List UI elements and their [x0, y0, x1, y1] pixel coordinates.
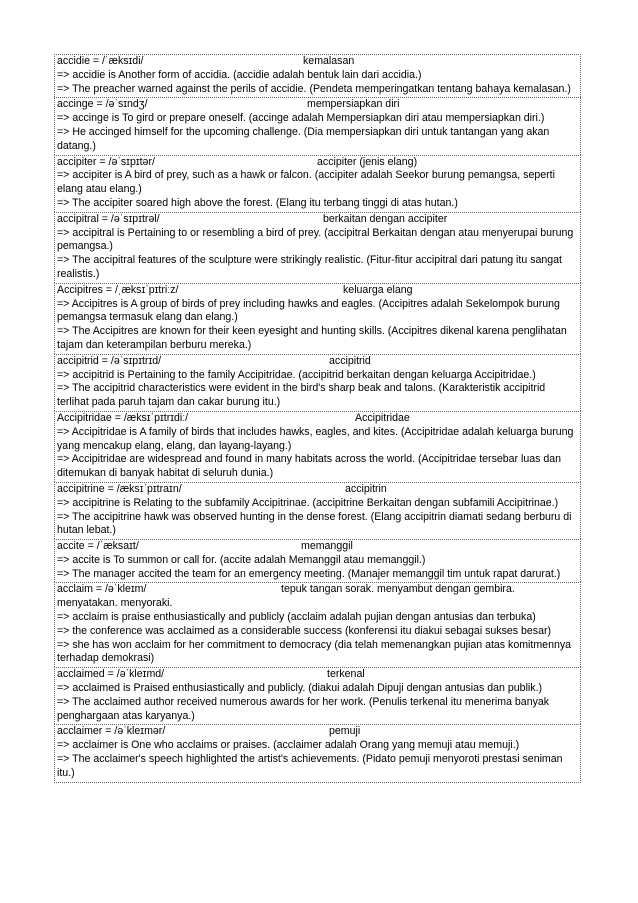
entry-example-line: => accipitrid is Pertaining to the family Accipitridae. (accipitrid berkaitan dengan keluarga Accipitridae.): [57, 368, 536, 381]
entry-headline: [57, 483, 578, 497]
entry-example-line: => accinge is To gird or prepare oneself. (accinge adalah Mempersiapkan diri atau mempersiapkan diri.): [57, 112, 545, 125]
dictionary-entry: [54, 539, 581, 582]
entry-example-line: => acclaimed is Praised enthusiastically and publicly. (diakui adalah Dipuji dengan antusias dan publik.): [57, 682, 543, 695]
entry-example-line: => acclaimer is One who acclaims or praises. (acclaimer adalah Orang yang memuji atau memuji.): [57, 739, 520, 752]
entry-headline: [57, 156, 578, 170]
entry-example-line: menyatakan. menyoraki.: [57, 597, 173, 610]
dictionary-entry: [54, 354, 581, 411]
entry-headline: [57, 725, 578, 739]
entry-example-line: => accipiter is A bird of prey, such as a hawk or falcon. (accipiter adalah Seekor burung pemangsa, seperti elang atau elang.): [57, 169, 555, 196]
entry-example-line: => she has won acclaim for her commitment to democracy (dia telah memenangkan pujian atas komitmennya terhadap demokrasi): [57, 638, 572, 665]
dictionary-entry: [54, 667, 581, 724]
entry-translation: kemalasan: [303, 55, 355, 67]
dictionary-entry: [54, 54, 581, 97]
entry-word-pronunciation: accipiter = /əˈsɪpɪtər/: [57, 155, 155, 168]
dictionary-entry: [54, 212, 581, 283]
entry-example-line: => He accinged himself for the upcoming challenge. (Dia mempersiapkan diri untuk tantangan yang akan datang.): [57, 125, 550, 152]
entry-word-pronunciation: acclaim = /əˈkleɪm/: [57, 583, 147, 596]
entry-example-line: => Accipitres is A group of birds of prey including hawks and eagles. (Accipitres adalah Sekelompok burung pemangsa termasuk elang dan elang.): [57, 297, 560, 324]
entry-example-line: => The Accipitres are known for their keen eyesight and hunting skills. (Accipitres dikenal karena penglihatan tajam dan keterampilan berburu mereka.): [57, 325, 567, 351]
entry-word-pronunciation: acclaimer = /əˈkleɪmər/: [57, 725, 166, 738]
entry-translation: tepuk tangan sorak. menyambut dengan gembira.: [281, 583, 515, 596]
dictionary-entry: [54, 155, 581, 212]
entry-translation: keluarga elang: [343, 283, 413, 296]
entry-example-line: => The accipitrine hawk was observed hunting in the dense forest. (Elang accipitrin diamati sedang berburu di hutan lebat.): [57, 510, 572, 537]
entry-translation: memanggil: [301, 540, 353, 553]
entry-headline: [57, 284, 578, 298]
entry-example-line: => the conference was acclaimed as a considerable success (konferensi itu diakui sebagai sukses besar): [57, 624, 552, 637]
entry-example-line: => The accipiter soared high above the forest. (Elang itu terbang tinggi di atas hutan.): [57, 196, 458, 209]
entry-word-pronunciation: accite = /ˈæksaɪt/: [57, 540, 139, 553]
entry-translation: accipitrid: [329, 354, 371, 367]
dictionary-entry: [54, 97, 581, 154]
entry-word-pronunciation: accidie = /ˈæksɪdi/: [57, 55, 144, 67]
entry-example-line: => accipitral is Pertaining to or resembling a bird of prey. (accipitral Berkaitan dengan atau menyerupai burung pemangsa.): [57, 226, 574, 253]
entry-example-line: => The accipitral features of the sculpture were strikingly realistic. (Fitur-fitur accipitral dari patung itu sangat realistis.): [57, 254, 562, 280]
entry-translation: Accipitridae: [355, 411, 410, 424]
entry-word-pronunciation: accinge = /əˈsɪndʒ/: [57, 98, 148, 111]
entry-translation: berkaitan dengan accipiter: [323, 212, 448, 225]
entry-example-line: => accite is To summon or call for. (accite adalah Memanggil atau memanggil.): [57, 553, 426, 566]
dictionary-entry: [54, 411, 581, 482]
entry-example-line: => The preacher warned against the perils of accidie. (Pendeta memperingatkan tentang bahaya kemalasan.): [57, 82, 571, 95]
entry-headline: [57, 355, 578, 369]
entry-translation: accipitrin: [345, 482, 387, 495]
entry-translation: mempersiapkan diri: [307, 98, 400, 111]
entry-word-pronunciation: acclaimed = /əˈkleɪmd/: [57, 668, 165, 681]
entry-headline: [57, 412, 578, 426]
dictionary-entry: [54, 724, 581, 782]
entry-headline: [57, 540, 578, 554]
entry-example-line: => The acclaimer's speech highlighted the artist's achievements. (Pidato pemuji menyoroti prestasi seniman itu.): [57, 753, 563, 779]
dictionary-entry: [54, 283, 581, 354]
entry-headline: [57, 213, 578, 227]
entry-example-line: => acclaim is praise enthusiastically and publicly (acclaim adalah pujian dengan antusias dan terbuka): [57, 611, 536, 624]
entry-word-pronunciation: Accipitridae = /æksɪˈpɪtrɪdiː/: [57, 411, 189, 424]
entry-headline: [57, 98, 578, 112]
entry-translation: accipiter (jenis elang): [317, 155, 418, 168]
entry-word-pronunciation: accipitral = /əˈsɪpɪtrəl/: [57, 212, 160, 225]
entry-example-line: => The acclaimed author received numerous awards for her work. (Penulis terkenal itu menerima banyak penghargaan atas karyanya.): [57, 695, 550, 722]
entry-headline: [57, 583, 578, 597]
entry-translation: terkenal: [327, 668, 365, 681]
entry-example-line: => The accipitrid characteristics were evident in the bird's sharp beak and talons. (Karakteristik accipitrid terlihat pada paruh tajam dan cakar burung itu.): [57, 382, 546, 409]
entry-headline: [57, 668, 578, 682]
entry-word-pronunciation: accipitrid = /əˈsɪpɪtrɪd/: [57, 354, 162, 367]
entry-example-line: => Accipitridae are widespread and found in many habitats across the world. (Accipitridae tersebar luas dan ditemukan di banyak habitat di seluruh dunia.): [57, 453, 562, 480]
entry-example-line: => accidie is Another form of accidia. (accidie adalah bentuk lain dari accidia.): [57, 68, 422, 81]
entry-example-line: => Accipitridae is A family of birds that includes hawks, eagles, and kites. (Accipitridae adalah keluarga burung yang mencakup elang, elang, dan layang-layang.): [57, 425, 574, 452]
dictionary-entry: [54, 582, 581, 667]
entry-example-line: => accipitrine is Relating to the subfamily Accipitrinae. (accipitrine Berkaitan dengan subfamili Accipitrinae.): [57, 496, 559, 509]
entry-example-line: => The manager accited the team for an emergency meeting. (Manajer memanggil tim untuk rapat darurat.): [57, 567, 561, 580]
entry-word-pronunciation: accipitrine = /æksɪˈpɪtraɪn/: [57, 482, 182, 495]
entry-headline: [57, 55, 578, 69]
dictionary-entry: [54, 482, 581, 539]
entry-word-pronunciation: Accipitres = /ˌæksɪˈpɪtriːz/: [57, 283, 179, 296]
dictionary-page: [54, 54, 581, 783]
entry-translation: pemuji: [329, 725, 361, 738]
